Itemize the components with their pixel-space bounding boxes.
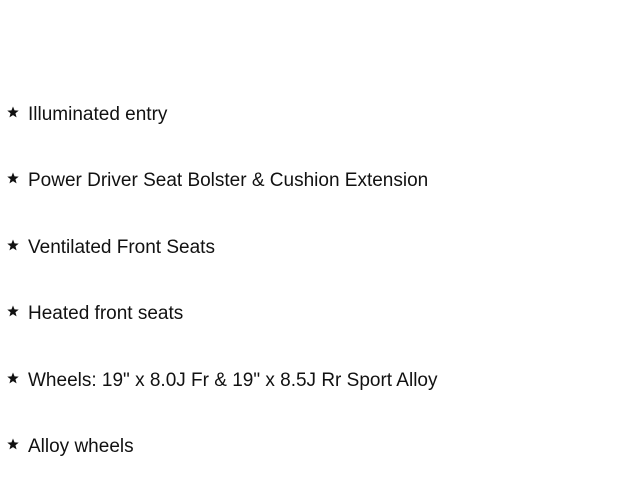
list-item bbox=[0, 297, 640, 363]
feature-label: Ventilated Front Seats bbox=[28, 236, 215, 258]
feature-label: Power Driver Seat Bolster & Cushion Extension bbox=[28, 170, 429, 192]
feature-label: Alloy wheels bbox=[28, 435, 134, 457]
star-icon bbox=[6, 171, 20, 185]
list-item bbox=[0, 364, 640, 430]
star-icon bbox=[6, 437, 20, 451]
star-icon bbox=[6, 238, 20, 252]
star-icon bbox=[6, 304, 20, 318]
list-item bbox=[0, 430, 640, 480]
list-item bbox=[0, 98, 640, 164]
list-item bbox=[0, 164, 640, 230]
star-icon bbox=[6, 371, 20, 385]
feature-label: Wheels: 19" x 8.0J Fr & 19" x 8.5J Rr Sport Alloy bbox=[28, 369, 438, 391]
feature-label: Heated front seats bbox=[28, 303, 184, 325]
feature-list bbox=[0, 98, 640, 480]
star-icon bbox=[6, 105, 20, 119]
list-item bbox=[0, 231, 640, 297]
feature-label: Illuminated entry bbox=[28, 104, 168, 125]
